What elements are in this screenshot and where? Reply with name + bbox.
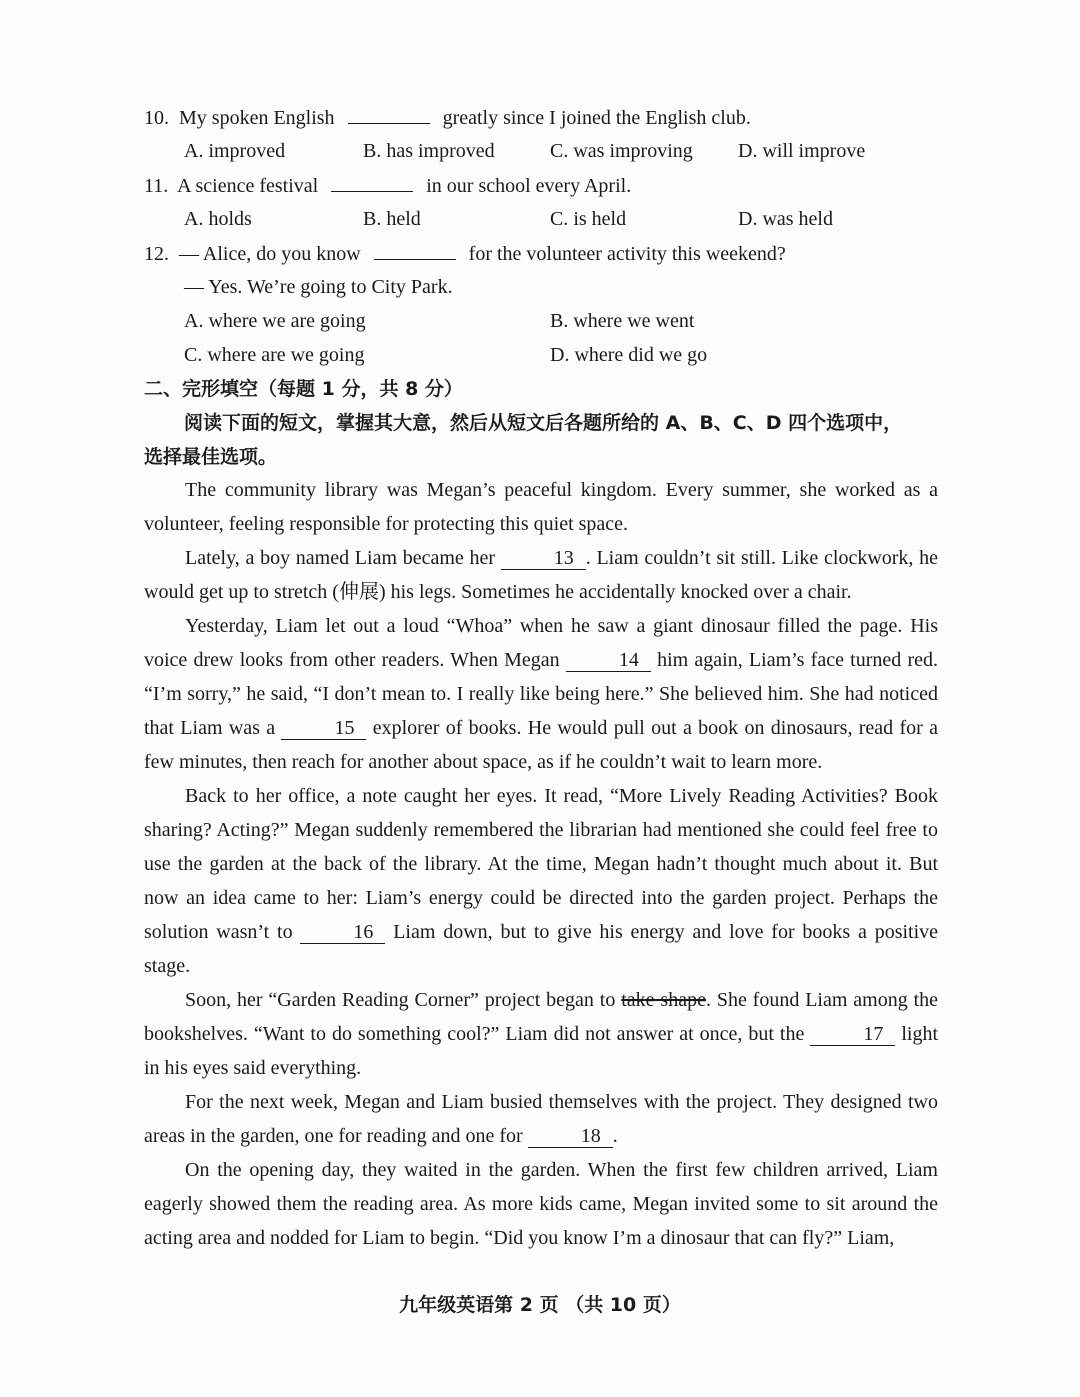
question-11 bbox=[144, 171, 631, 200]
struck-text: take shape bbox=[621, 989, 706, 1011]
question-text: A science festival bbox=[177, 175, 319, 197]
option-c: C. where are we going bbox=[184, 344, 365, 366]
answer-blank bbox=[331, 171, 413, 192]
option-d: D. was held bbox=[738, 208, 833, 230]
passage-paragraph bbox=[144, 1085, 938, 1153]
option-b: B. has improved bbox=[363, 140, 495, 162]
option-d: D. where did we go bbox=[550, 344, 708, 366]
question-text: in our school every April. bbox=[426, 175, 632, 197]
question-10 bbox=[144, 103, 751, 132]
section-heading: 二、完形填空（每题 1 分，共 8 分） bbox=[144, 378, 463, 400]
question-number: 12. bbox=[144, 243, 169, 265]
option-a: A. improved bbox=[184, 140, 286, 162]
passage-text: Liam down, but to give his energy and love for books a positive stage. bbox=[144, 921, 939, 977]
passage-text: Soon, her “Garden Reading Corner” project began to bbox=[185, 989, 616, 1011]
page-footer: 九年级英语第 2 页 （共 10 页） bbox=[399, 1294, 681, 1316]
answer-blank bbox=[348, 103, 430, 124]
passage-text: . bbox=[612, 1125, 618, 1147]
passage-text: him again, Liam’s face turned red. “I’m sorry,” he said, “I don’t mean to. I really like being here.” She believed him. She had noticed that Liam was a bbox=[144, 649, 938, 739]
cloze-passage bbox=[144, 473, 938, 1255]
blank-16: 16 bbox=[300, 921, 385, 944]
question-text: — Alice, do you know bbox=[179, 243, 361, 265]
passage-text: Lately, a boy named Liam became her bbox=[185, 547, 496, 569]
section-instruction: 阅读下面的短文，掌握其大意，然后从短文后各题所给的 A、B、C、D 四个选项中， bbox=[184, 412, 903, 434]
blank-18: 18 bbox=[528, 1125, 613, 1148]
passage-text: light in his eyes said everything. bbox=[144, 1023, 939, 1079]
passage-text: Yesterday, Liam let out a loud “Whoa” when he saw a giant dinosaur filled the page. His voice drew looks from other readers. When Megan bbox=[144, 615, 938, 671]
passage-text: . Liam couldn’t sit still. Like clockwork, he would get up to stretch (伸展) his legs. Sometimes he accidentally knocked over a chair. bbox=[144, 547, 939, 603]
option-a: A. holds bbox=[184, 208, 252, 230]
question-number: 10. bbox=[144, 107, 169, 129]
option-c: C. is held bbox=[550, 208, 627, 230]
passage-paragraph bbox=[144, 983, 938, 1085]
question-text: My spoken English bbox=[179, 107, 335, 129]
passage-text: . She found Liam among the bookshelves. “Want to do something cool?” Liam did not answer at once, but the bbox=[144, 989, 939, 1045]
option-a: A. where we are going bbox=[184, 310, 366, 332]
question-text: greatly since I joined the English club. bbox=[442, 107, 751, 129]
option-b: B. held bbox=[363, 208, 421, 230]
blank-14: 14 bbox=[566, 649, 651, 672]
blank-15: 15 bbox=[281, 717, 366, 740]
passage-text: explorer of books. He would pull out a book on dinosaurs, read for a few minutes, then reach for another about space, as if he couldn’t wait to learn more. bbox=[144, 717, 939, 773]
dialogue-reply: — Yes. We’re going to City Park. bbox=[184, 276, 453, 298]
question-12 bbox=[144, 239, 786, 268]
passage-text: For the next week, Megan and Liam busied themselves with the project. They designed two areas in the garden, one for reading and one for bbox=[144, 1091, 938, 1147]
passage-paragraph: The community library was Megan’s peaceful kingdom. Every summer, she worked as a volunteer, feeling responsible for protecting this quiet space. bbox=[144, 479, 938, 535]
blank-13: 13 bbox=[501, 547, 586, 570]
answer-blank bbox=[374, 239, 456, 260]
section-instruction-cont: 选择最佳选项。 bbox=[144, 446, 278, 468]
passage-paragraph bbox=[144, 541, 938, 609]
option-d: D. will improve bbox=[738, 140, 866, 162]
question-number: 11. bbox=[144, 175, 169, 197]
passage-paragraph bbox=[144, 779, 938, 983]
option-b: B. where we went bbox=[550, 310, 695, 332]
passage-paragraph bbox=[144, 609, 938, 779]
passage-paragraph: On the opening day, they waited in the garden. When the first few children arrived, Liam eagerly showed them the reading area. As more kids came, Megan invited some to sit around the acting area and nodded for Liam to begin. “Did you know I’m a dinosaur that can fly?” Liam, bbox=[144, 1159, 938, 1249]
passage-text: Back to her office, a note caught her eyes. It read, “More Lively Reading Activities? Book sharing? Acting?” Megan suddenly remembered the librarian had mentioned she could feel free to use the garden at the back of the library. At the time, Megan hadn’t thought much about it. But now an idea came to her: Liam’s energy could be directed into the garden project. Perhaps the solution wasn’t to bbox=[144, 785, 938, 943]
question-text: for the volunteer activity this weekend? bbox=[468, 243, 786, 265]
option-c: C. was improving bbox=[550, 140, 693, 162]
blank-17: 17 bbox=[810, 1023, 895, 1046]
